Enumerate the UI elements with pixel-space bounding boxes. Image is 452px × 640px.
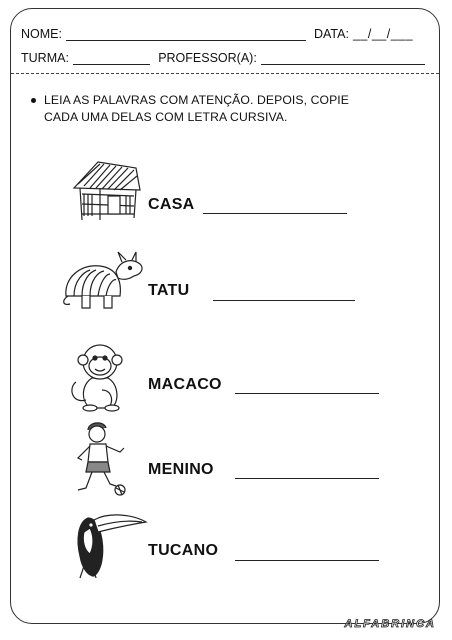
date-label: DATA: <box>313 27 349 41</box>
write-line-tatu[interactable] <box>213 300 355 301</box>
word-tucano: TUCANO <box>148 542 219 559</box>
armadillo-icon <box>60 250 146 312</box>
word-casa: CASA <box>148 196 195 213</box>
teacher-label: PROFESSOR(A): <box>158 51 257 65</box>
write-line-tucano[interactable] <box>235 560 379 561</box>
name-date-row <box>21 27 429 41</box>
write-line-casa[interactable] <box>203 213 347 214</box>
class-field[interactable] <box>73 52 150 65</box>
name-label: NOME: <box>21 27 62 41</box>
date-field[interactable]: __/__/___ <box>352 27 414 41</box>
worksheet-header <box>11 9 439 81</box>
word-menino: MENINO <box>148 461 214 478</box>
word-macaco: MACACO <box>148 376 222 393</box>
name-field[interactable] <box>66 28 306 41</box>
header-divider <box>11 73 439 74</box>
class-label: TURMA: <box>21 51 69 65</box>
class-teacher-row <box>21 51 429 65</box>
teacher-field[interactable] <box>261 52 425 65</box>
hut-icon <box>70 158 142 224</box>
bullet-icon <box>31 98 36 103</box>
write-line-macaco[interactable] <box>235 393 379 394</box>
toucan-icon <box>74 510 150 578</box>
monkey-icon <box>66 338 132 412</box>
boy-icon <box>70 420 134 496</box>
instruction-text: LEIA AS PALAVRAS COM ATENÇÃO. DEPOIS, COPIE CADA UMA DELAS COM LETRA CURSIVA. <box>44 92 384 126</box>
write-line-menino[interactable] <box>235 478 379 479</box>
brand-footer: ALFABRINCA <box>344 618 436 630</box>
word-tatu: TATU <box>148 282 190 299</box>
